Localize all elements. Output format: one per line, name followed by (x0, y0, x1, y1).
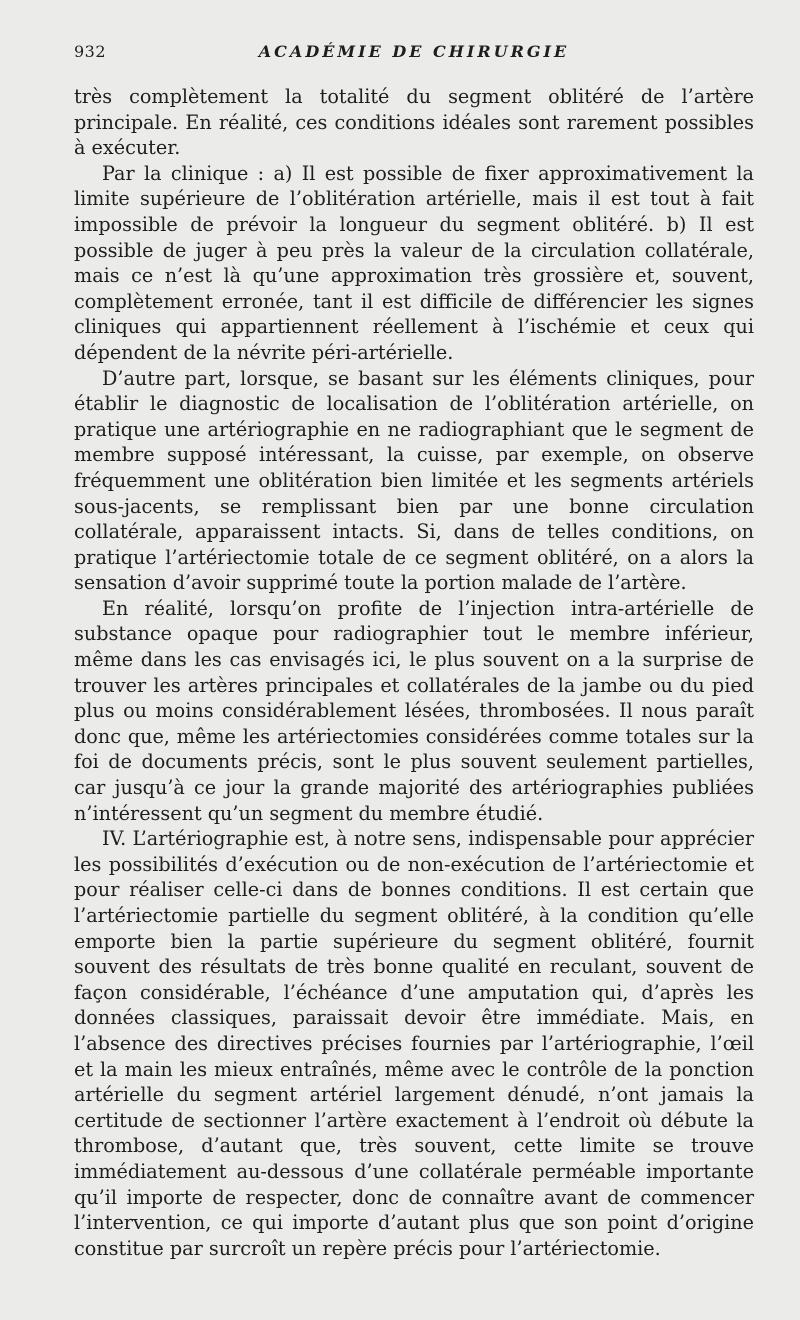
page-header (74, 42, 754, 68)
paragraph-clinical: Par la clinique : a) Il est possible de fixer approximativement la limite supérieure de l’oblitération artérielle, mais il est tout à fait impossible de prévoir la longueur du segment oblitéré. b) Il est possible de juger à peu près la valeur de la circulation collatérale, mais ce n’est là qu’une approximation très grossière et, souvent, complètement erronée, tant il est difficile de différencier les signes cliniques qui appartiennent réellement à l’ischémie et ceux qui dépendent de la névrite péri-artérielle. (74, 161, 754, 364)
paragraph-reality: En réalité, lorsqu’on profite de l’injection intra-artérielle de substance opaque pour radiographier tout le membre inférieur, même dans les cas envisagés ici, le plus souvent on a la surprise de trouver les artères principales et collatérales de la jambe ou du pied plus ou moins considérablement lésées, thrombosées. Il nous paraît donc que, même les artériectomies considérées comme totales sur la foi de documents précis, sont le plus souvent seulement partielles, car jusqu’à ce jour la grande majorité des artériographies publiées n’intéressent qu’un segment du membre étudié. (74, 596, 754, 825)
paragraph-section-iv: IV. L’artériographie est, à notre sens, indispensable pour apprécier les possibilités d’exécution ou de non-exécution de l’artériectomie et pour réaliser celle-ci dans de bonnes conditions. Il est certain que l’artériectomie partielle du segment oblitéré, à la condition qu’elle emporte bien la partie supérieure du segment oblitéré, fournit souvent des résultats de très bonne qualité en reculant, souvent de façon considérable, l’échéance d’une amputation qui, d’après les données classiques, paraissait devoir être immédiate. Mais, en l’absence des directives précises fournies par l’artériographie, l’œil et la main les mieux entraînés, même avec le contrôle de la ponction artérielle du segment artériel largement dénudé, n’ont jamais la certitude de sectionner l’artère exactement à l’endroit où débute la thrombose, d’autant que, très souvent, cette limite se trouve immédiatement au-dessous d’une collatérale perméable importante qu’il importe de respecter, donc de connaître avant de commencer l’intervention, ce qui importe d’autant plus que son point d’origine constitue par surcroît un repère précis pour l’artériectomie. (74, 827, 754, 1260)
paragraph-localisation: D’autre part, lorsque, se basant sur les éléments cliniques, pour établir le diagnostic de localisation de l’oblitération artérielle, on pratique une artériographie en ne radiographiant que le segment de membre supposé intéressant, la cuisse, par exemple, on observe fréquemment une oblitération bien limitée et les segments artériels sous-jacents, se remplissant bien par une bonne circulation collatérale, apparaissent intacts. Si, dans de telles conditions, on pratique l’artériectomie totale de ce segment oblitéré, on a alors la sensation d’avoir supprimé toute la portion malade de l’artère. (74, 366, 754, 595)
running-title: ACADÉMIE DE CHIRURGIE (258, 42, 570, 61)
page-number: 932 (74, 42, 107, 61)
paragraph-continuation: très complètement la totalité du segment oblitéré de l’artère principale. En réalité, ces conditions idéales sont rarement possibles à exécuter. (74, 85, 754, 160)
body-text (74, 84, 754, 1261)
